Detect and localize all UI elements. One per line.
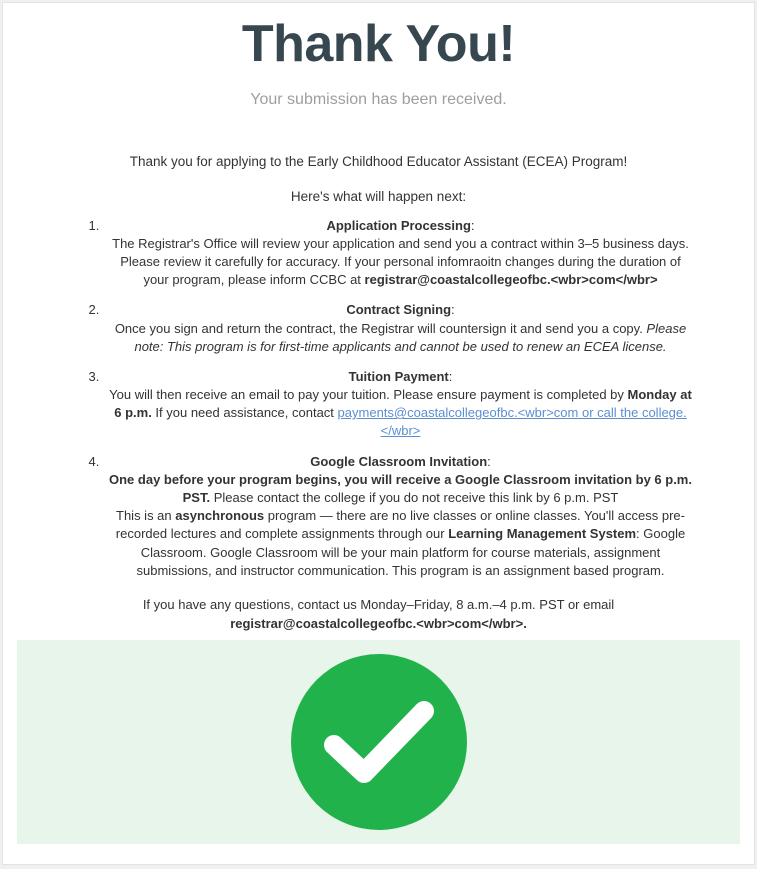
step-text-3: program — there are no live classes or online classes. You'll access pre-recorded lectures and complete assignments through our: [115, 508, 685, 542]
page-subtitle: Your submission has been received.: [250, 90, 507, 108]
step-title-colon: :: [451, 302, 455, 318]
invitation-timing: One day before your program begins, you will receive a Google Classroom invitation by 6 p.m. PST.: [109, 471, 692, 506]
step-application-processing: [107, 217, 694, 290]
list-item: [103, 301, 736, 356]
success-panel: [17, 640, 740, 844]
registrar-email-text: registrar@coastalcollegeofbc.<wbr>com</wbr>: [364, 272, 658, 288]
list-item: [103, 453, 736, 580]
payments-email-link[interactable]: payments@coastalcollegeofbc.<wbr>com or call the college. </wbr>: [337, 405, 687, 439]
step-text: Once you sign and return the contract, the Registrar will countersign it and send you a copy.: [114, 320, 647, 336]
closing-paragraph: [61, 596, 696, 634]
step-title: Google Classroom Invitation: [310, 453, 488, 469]
step-title: Application Processing: [326, 217, 471, 233]
intro-paragraph: Thank you for applying to the Early Childhood Educator Assistant (ECEA) Program!: [129, 153, 628, 169]
message-body: [21, 153, 736, 695]
list-item: [103, 217, 736, 290]
step-title: Tuition Payment: [348, 368, 449, 384]
check-mark-icon: [291, 654, 467, 830]
step-contract-signing: [107, 301, 694, 356]
step-text-2: This is an: [116, 508, 176, 524]
thank-you-page: [2, 2, 755, 865]
lms-emphasis: Learning Management System: [448, 526, 637, 542]
step-text: The Registrar's Office will review your application and send you a contract within 3–5 business days. Please review it carefully for accuracy. If your personal infomraoitn changes during the duration of your program, please inform CCBC at: [112, 235, 689, 288]
step-note-italic: Please note: This program is for first-time applicants and cannot be used to renew an ECEA license.: [134, 320, 687, 354]
step-text: You will then receive an email to pay your tuition. Please ensure payment is completed by: [109, 387, 628, 403]
step-title-colon: :: [448, 368, 453, 384]
asynchronous-emphasis: asynchronous: [175, 508, 265, 524]
closing-email: registrar@coastalcollegeofbc.<wbr>com</wbr>.: [230, 615, 527, 631]
step-tuition-payment: [107, 368, 694, 441]
payment-deadline: Monday at 6 p.m.: [114, 387, 692, 421]
step-google-classroom-invitation: [107, 453, 694, 580]
step-title-colon: :: [487, 453, 491, 469]
step-text-4: : Google Classroom. Google Classroom will be your main platform for course materials, assignment submissions, and instructor communication. This program is an assignment based program.: [136, 526, 686, 578]
step-title: Contract Signing: [346, 302, 452, 318]
page-title: Thank You!: [241, 15, 516, 73]
closing-text: If you have any questions, contact us Monday–Friday, 8 a.m.–4 p.m. PST or email: [142, 596, 615, 612]
step-text: Please contact the college if you do not receive this link by 6 p.m. PST: [210, 490, 619, 506]
step-text-continued: If you need assistance, contact: [151, 405, 338, 421]
steps-list: [21, 217, 736, 580]
step-title-colon: :: [470, 217, 475, 233]
list-item: [103, 368, 736, 441]
whats-next-label: Here's what will happen next:: [290, 188, 467, 204]
